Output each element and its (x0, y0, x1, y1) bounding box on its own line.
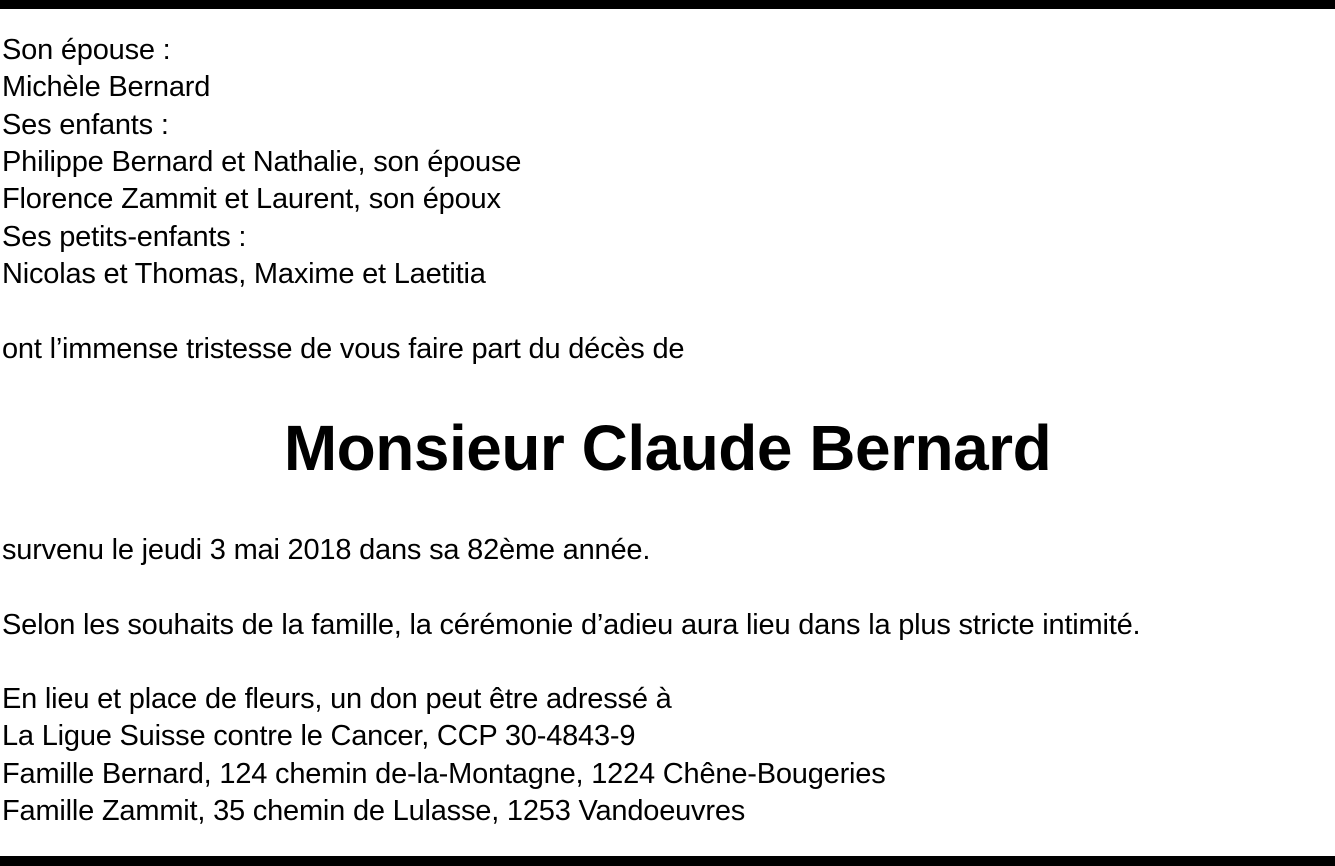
top-rule (0, 0, 1335, 9)
child-line: Florence Zammit et Laurent, son époux (2, 183, 501, 215)
grandchildren-names: Nicolas et Thomas, Maxime et Laetitia (2, 258, 486, 290)
donation-organization: La Ligue Suisse contre le Cancer, CCP 30-4843-9 (2, 720, 636, 752)
child-line: Philippe Bernard et Nathalie, son épouse (2, 146, 522, 178)
address-line: Famille Bernard, 124 chemin de-la-Montagne, 1224 Chêne-Bougeries (2, 758, 886, 790)
deceased-name: Monsieur Claude Bernard (283, 412, 1052, 484)
announcement-text: ont l’immense tristesse de vous faire part du décès de (2, 333, 685, 365)
spouse-name: Michèle Bernard (2, 71, 211, 103)
donation-intro: En lieu et place de fleurs, un don peut être adressé à (2, 683, 672, 715)
death-info: survenu le jeudi 3 mai 2018 dans sa 82ème année. (2, 534, 651, 566)
address-line: Famille Zammit, 35 chemin de Lulasse, 1253 Vandoeuvres (2, 795, 746, 827)
spouse-heading: Son épouse : (2, 34, 171, 66)
children-heading: Ses enfants : (2, 109, 169, 141)
bottom-rule (0, 856, 1335, 866)
ceremony-text: Selon les souhaits de la famille, la cérémonie d’adieu aura lieu dans la plus stricte intimité. (2, 609, 1141, 641)
grandchildren-heading: Ses petits-enfants : (2, 221, 247, 253)
